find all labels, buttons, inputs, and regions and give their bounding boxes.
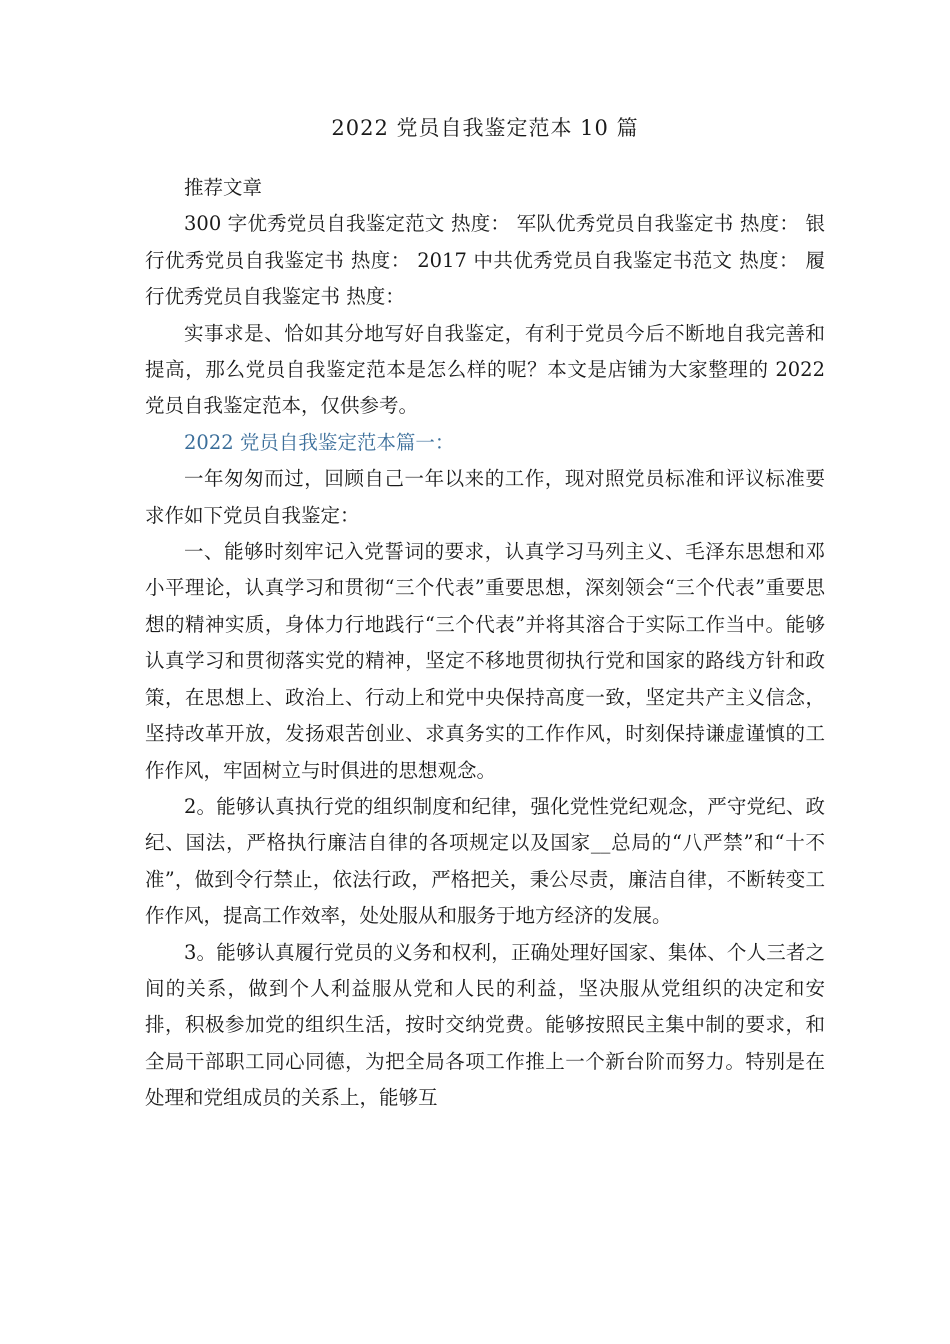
- document-page: [145, 0, 825, 1117]
- section-heading: 2022 党员自我鉴定范本篇一：: [184, 430, 455, 454]
- paragraph-point-2: 2。能够认真执行党的组织制度和纪律，强化党性党纪观念，严守党纪、政纪、国法，严格执行廉洁自律的各项规定以及国家__总局的“八严禁”和“十不准”，做到令行禁止，依法行政，严格把关，秉公尽责，廉洁自律，不断转变工作作风，提高工作效率，处处服从和服务于地方经济的发展。: [145, 794, 825, 928]
- document-body: [145, 170, 825, 1117]
- paragraph-opening: 一年匆匆而过，回顾自己一年以来的工作，现对照党员标准和评议标准要求作如下党员自我鉴定：: [145, 467, 825, 527]
- paragraph-recommended: 推荐文章: [184, 176, 263, 199]
- paragraph-recommended-list: 300 字优秀党员自我鉴定范文 热度： 军队优秀党员自我鉴定书 热度： 银行优秀党员自我鉴定书 热度： 2017 中共优秀党员自我鉴定书范文 热度： 履行优秀党员自我鉴定书 热度：: [145, 212, 825, 309]
- paragraph-point-3: 3。能够认真履行党员的义务和权利，正确处理好国家、集体、个人三者之间的关系，做到个人利益服从党和人民的利益，坚决服从党组织的决定和安排，积极参加党的组织生活，按时交纳党费。能够按照民主集中制的要求，和全局干部职工同心同德，为把全局各项工作推上一个新台阶而努力。特别是在处理和党组成员的关系上，能够互: [145, 940, 825, 1110]
- paragraph-point-1: 一、能够时刻牢记入党誓词的要求，认真学习马列主义、毛泽东思想和邓小平理论，认真学习和贯彻“三个代表”重要思想，深刻领会“三个代表”重要思想的精神实质，身体力行地践行“三个代表”并将其溶合于实际工作当中。能够认真学习和贯彻落实党的精神，坚定不移地贯彻执行党和国家的路线方针和政策，在思想上、政治上、行动上和党中央保持高度一致，坚定共产主义信念，坚持改革开放，发扬艰苦创业、求真务实的工作作风，时刻保持谦虚谨慎的工作作风，牢固树立与时俱进的思想观念。: [145, 540, 825, 782]
- paragraph-intro: 实事求是、恰如其分地写好自我鉴定，有利于党员今后不断地自我完善和提高，那么党员自我鉴定范本是怎么样的呢？本文是店铺为大家整理的 2022 党员自我鉴定范本，仅供参考。: [145, 321, 825, 418]
- document-title: 2022 党员自我鉴定范本 10 篇: [331, 116, 639, 140]
